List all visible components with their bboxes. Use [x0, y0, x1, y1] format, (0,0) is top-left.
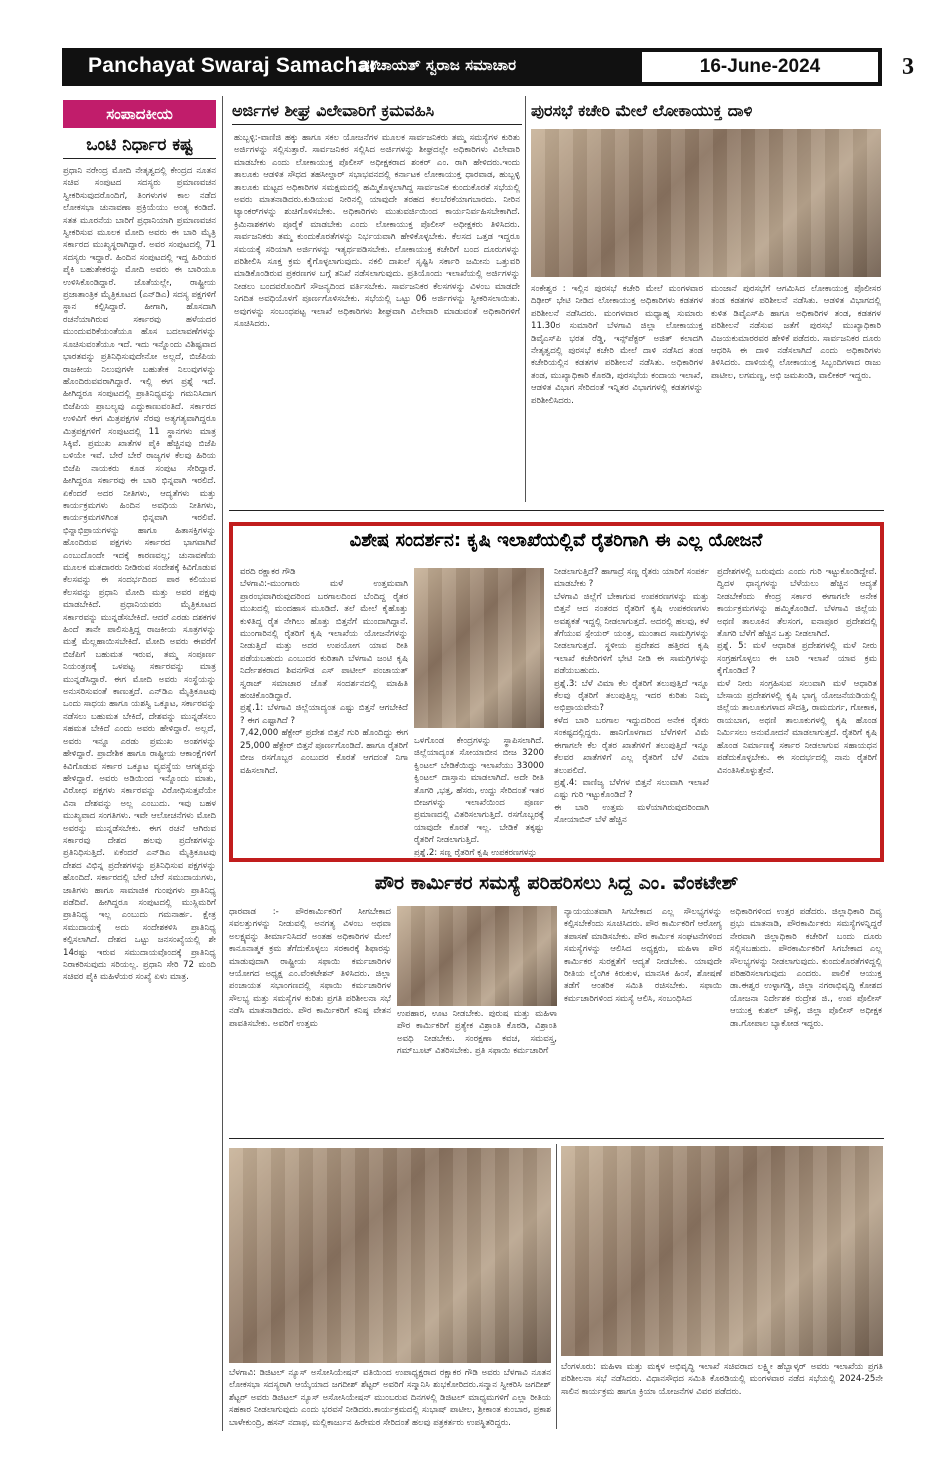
column-divider — [525, 96, 526, 502]
column-divider — [222, 96, 223, 1431]
review-meeting-caption: ಬೆಂಗಳೂರು: ಮಹಿಳಾ ಮತ್ತು ಮಕ್ಕಳ ಅಭಿವೃದ್ಧಿ ಇಲಾಖೆ ಸಚಿವರಾದ ಲಕ್ಷ್ಮೀ ಹೆಬ್ಬಾಳ್ಕರ್ ಅವರು ಇಲಾಖೆಯ ಪ್ರಗತಿ ಪರಿಶೀಲನಾ ಸಭೆ ನಡೆಸಿದರು. ವಿಧಾನಸೌಧದ ಸಮಿತಿ ಕೊಠಡಿಯಲ್ಲಿ ಮಂಗಳವಾರ ನಡೆದ ಸಭೆಯಲ್ಲಿ 2024-25ನೇ ಸಾಲಿನ ಕಾರ್ಯಕ್ರಮ ಹಾಗೂ ಕ್ರಿಯಾ ಯೋಜನೆಗಳ ವಿವರ ಪಡೆದರು. — [561, 1362, 883, 1397]
felicitation-photo — [229, 1148, 551, 1363]
masthead-english-title: Panchayat Swaraj Samachar — [88, 54, 378, 77]
review-meeting-photo — [561, 1146, 883, 1356]
workers-body-col2: ಉಪಹಾರ, ಊಟ ನೀಡಬೇಕು. ಪುರುಷ ಮತ್ತು ಮಹಿಳಾ ಪೌರ ಕಾರ್ಮಿಕರಿಗೆ ಪ್ರತ್ಯೇಕ ವಿಶ್ರಾಂತಿ ಕೊಠಡಿ, ವಿಶ್ರಾಂತಿ ಅವಧಿ ನೀಡಬೇಕು. ಸಂರಕ್ಷಣಾ ಕವಚ, ಸಮವಸ್ತ್ರ, ಗಮ್‌ಬೂಟ್ ವಿತರಿಸಬೇಕು. ಪ್ರತಿ ಸಫಾಯಿ ಕರ್ಮಚಾರಿಗೆ — [397, 1009, 557, 1057]
felicitation-caption: ಬೆಳಗಾವಿ: ಡಿಜಿಟಲ್ ನ್ಯೂಸ್ ಅಸೋಸಿಯೇಷನ್ ವತಿಯಿಂದ ಉಪಾಧ್ಯಕ್ಷರಾದ ರಕ್ಷಾಕರ ಗೌಡಿ ಅವರು ಬೆಳಗಾವಿ ನೂತನ ಲೋಕಸಭಾ ಸದಸ್ಯರಾಗಿ ಆಯ್ಕೆಯಾದ ಜಗದೀಶ್ ಶೆಟ್ಟರ್ ಅವರಿಗೆ ಸನ್ಮಾನಿಸಿ ಶುಭಕೋರಿದರು.ಸನ್ಮಾನ ಸ್ವೀಕರಿಸಿ ಜಗದೀಶ್ ಶೆಟ್ಟರ್ ಅವರು ಡಿಜಿಟಲ್ ನ್ಯೂಸ್ ಅಸೋಸಿಯೇಷನ್ ಮುಂಬರುವ ದಿನಗಳಲ್ಲಿ ಡಿಜಿಟಲ್ ಮಾಧ್ಯಮಗಳಿಗೆ ಎಲ್ಲಾ ರೀತಿಯ ಸಹಕಾರ ನೀಡಲಾಗುವುದು ಎಂದು ಭರವಸೆ ನೀಡಿದರು.ಕಾರ್ಯಕ್ರಮದಲ್ಲಿ ಸುಭಾಷ್ ಪಾಟೀಲ, ಶ್ರೀಕಾಂತ ಕುಂಬಾರ, ಪ್ರಕಾಶ ಬಾಳೇಕುಂದ್ರಿ, ಹಸನ್ ನದಾಫ, ಮಲ್ಲಿಕಾರ್ಜುನ ಹಿರೇಮಠ ಸೇರಿದಂತೆ ಹಲವು ಪತ್ರಕರ್ತರು ಉಪಸ್ಥಿತರಿದ್ದರು. — [229, 1368, 551, 1428]
lokayukta-body-col2: ಮಂಜಾನೆ ಪುರಸಭೆಗೆ ಆಗಮಿಸಿದ ಲೋಕಾಯುಕ್ತ ಪೊಲೀಸರ ತಂಡ ಕಡತಗಳ ಪರಿಶೀಲನೆ ನಡೆಸಿತು. ಆಡಳಿತ ವಿಭಾಗದಲ್ಲಿ ಕುಳಿತ ಡಿವೈಎಸ್‌ಪಿ ಹಾಗೂ ಅಧಿಕಾರಿಗಳ ತಂಡ, ಕಡತಗಳ ಪರಿಶೀಲನೆ ನಡೆಸುವ ಜತೆಗೆ ಪುರಸಭೆ ಮುಖ್ಯಾಧಿಕಾರಿ ವಿಜಯಕುಮಾರರವರ ಹೇಳಿಕೆ ಪಡೆದರು. ಸಾರ್ವಜನಿಕರ ದೂರು ಆಧರಿಸಿ ಈ ದಾಳಿ ನಡೆಸಲಾಗಿದೆ ಎಂದು ಅಧಿಕಾರಿಗಳು ತಿಳಿಸಿದರು. ದಾಳಿಯಲ್ಲಿ ಲೋಕಾಯುಕ್ತ ಸಿಬ್ಬಂದಿಗಳಾದ ರಾಜು ಪಾಟೀಲ, ಲಗಮಣ್ಣ, ಅಭಿ ಜಮಖಂಡಿ, ವಾಲೀಕರ್ ಇದ್ದರು. — [711, 284, 881, 381]
editorial-section-label: ಸಂಪಾದಕೀಯ — [63, 100, 216, 128]
interview-body-col3: ನೀಡಲಾಗುತ್ತಿದೆ? ಹಾಗಾದ್ರೆ ಸಣ್ಣ ರೈತರು ಯಾರಿಗೆ ಸಂಪರ್ಕ ಮಾಡಬೇಕು ? ಬೆಳಗಾವಿ ಜಿಲ್ಲೆಗೆ ಬೇಕಾಗುವ ಉಪಕರಣಗಳನ್ನು ಮತ್ತು ಬಿತ್ತನೆ ಆದ ನಂತರದ ರೈತರಿಗೆ ಕೃಷಿ ಉಪಕರಣಗಳು ಅವಶ್ಯಕತೆ ಇದ್ದಲ್ಲಿ ನೀಡಲಾಗುತ್ತದೆ. ಅದರಲ್ಲಿ ಹಲವು, ಕಳೆ ತೆಗೆಯುವ ಸ್ಪೇಯರ್ ಯಂತ್ರ, ಮುಂತಾದ ಸಾಮಗ್ರಿಗಳನ್ನು ನೀಡಲಾಗುತ್ತದೆ. ಸ್ಥಳೀಯ ಪ್ರದೇಶದ ಹತ್ತಿರದ ಕೃಷಿ ಇಲಾಖೆ ಕಚೇರಿಗಳಿಗೆ ಭೇಟಿ ನೀಡಿ ಈ ಸಾಮಗ್ರಿಗಳನ್ನು ಪಡೆಯಬಹುದು. ಪ್ರಶ್ನೆ.3: ಬೆಳೆ ವಿಮಾ ಕೆಲ ರೈತರಿಗೆ ತಲುಪುತ್ತಿದೆ ಇನ್ನೂ ಕೆಲವು ರೈತರಿಗೆ ತಲುಪುತ್ತಿಲ್ಲ ಇದರ ಕುರಿತು ನಿಮ್ಮ ಅಭಿಪ್ರಾಯವೇನು? ಕಳೆದ ಬಾರಿ ಬರಗಾಲ ಇದ್ದುದರಿಂದ ಅನೇಕ ರೈತರು ಸಂಕಷ್ಟದಲ್ಲಿದ್ದರು. ಹಾನಿಗೊಳಗಾದ ಬೆಳೆಗಳಿಗೆ ವಿಮೆ ಈಗಾಗಲೇ ಕೆಲ ರೈತರ ಖಾತೆಗಳಿಗೆ ತಲುಪುತ್ತಿದೆ ಇನ್ನೂ ಕೆಲವರ ಖಾತೆಗಳಿಗೆ ಎಲ್ಲ ರೈತರಿಗೆ ಬೆಳೆ ವಿಮಾ ತಲುಪಲಿದೆ. ಪ್ರಶ್ನೆ.4: ವಾಣಿಜ್ಯ ಬೆಳೆಗಳ ಬಿತ್ತನೆ ಸಲುವಾಗಿ ಇಲಾಖೆ ಎಷ್ಟು ಗುರಿ ಇಟ್ಟುಕೊಂಡಿದೆ ? ಈ ಬಾರಿ ಉತ್ತಮ ಮಳೆಯಾಗಿರುವುದರಿಂದಾಗಿ ಸೋಯಾಬಿನ್ ಬೆಳೆ ಹೆಚ್ಚಿನ — [554, 567, 709, 826]
workers-body-col4: ಅಧಿಕಾರಿಗಳಿಂದ ಉತ್ತರ ಪಡೆದರು. ಜಿಲ್ಲಾಧಿಕಾರಿ ದಿವ್ಯ ಪ್ರಭು ಮಾತನಾಡಿ, ಪೌರಕಾರ್ಮಿಕರು ಸಮಸ್ಯೆಗಳನ್ನಿದ್ದರೆ ನೇರವಾಗಿ ಜಿಲ್ಲಾಧಿಕಾರಿ ಕಚೇರಿಗೆ ಬಂದು ದೂರು ಸಲ್ಲಿಸಬಹುದು. ಪೌರಕಾರ್ಮಿಕರಿಗೆ ಸಿಗಬೇಕಾದ ಎಲ್ಲ ಸೌಲಭ್ಯಗಳನ್ನು ನೀಡಲಾಗುವುದು. ಕುಂದುಕೊರತೆಗಳಿದ್ದಲ್ಲಿ ಪರಿಹರಿಸಲಾಗುವುದು ಎಂದರು. ಪಾಲಿಕೆ ಆಯುಕ್ತ ಡಾ.ಈಶ್ವರ ಉಳ್ಳಾಗಡ್ಡಿ, ಜಿಲ್ಲಾ ನಗರಾಭಿವೃದ್ಧಿ ಕೋಶದ ಯೋಜನಾ ನಿರ್ದೇಶಕ ರುದ್ರೇಶ ಜಿ., ಉಪ ಪೊಲೀಸ್ ಆಯುಕ್ತ ಕುಶಲ್ ಚೌಕ್ಸೆ, ಜಿಲ್ಲಾ ಪೊಲೀಸ್ ಅಧೀಕ್ಷಕ ಡಾ.ಗೋಪಾಲ ಬ್ಯಾಕೋಡ ಇದ್ದರು. — [730, 907, 882, 1029]
interview-body-col2: ಒಳಗೊಂಡ ಕೇಂದ್ರಗಳನ್ನು ಸ್ಥಾಪಿಸಲಾಗಿದೆ. ಜಿಲ್ಲೆಯಾದ್ಯಂತ ಸೋಯಾಬೀನ ಬೀಜ 3200 ಕ್ವಿಂಟಲ್ ಬೇಡಿಕೆಯಿದ್ದು ಇಲಾಖೆಯು 33000 ಕ್ವಿಂಟಲ್ ದಾಸ್ತಾನು ಮಾಡಲಾಗಿದೆ. ಅದೇ ರೀತಿ ತೊಗರಿ ,ಭತ್ತ, ಹೆಸರು, ಉದ್ದು ಸೇರಿದಂತೆ ಇತರ ಬೀಜಗಳನ್ನು ಇಲಾಖೆಯಿಂದ ಪೂರ್ಣ ಪ್ರಮಾಣದಲ್ಲಿ ವಿತರಿಸಲಾಗುತ್ತಿದೆ. ರಸಗೊಬ್ಬರಕ್ಕೆ ಯಾವುದೇ ಕೊರತೆ ಇಲ್ಲ. ಬೇಡಿಕೆ ತಕ್ಕಷ್ಟು ರೈತರಿಗೆ ನೀಡಲಾಗುತ್ತಿದೆ. ಪ್ರಶ್ನೆ.2: ಸಣ್ಣ ರೈತರಿಗೆ ಕೃಷಿ ಉಪಕರಣಗಳನ್ನು — [414, 736, 544, 857]
applications-headline: ಅರ್ಜಿಗಳ ಶೀಘ್ರ ವಿಲೇವಾರಿಗೆ ಕ್ರಮವಹಿಸಿ — [232, 101, 435, 120]
column-divider — [556, 1144, 557, 1429]
interview-body-col4: ಪ್ರದೇಶಗಳಲ್ಲಿ ಬರುವುದು ಎಂದು ಗುರಿ ಇಟ್ಟುಕೊಂಡಿದ್ದೇವೆ. ದ್ವಿದಳ ಧಾನ್ಯಗಳನ್ನು ಬೆಳೆಯಲು ಹೆಚ್ಚಿನ ಆದ್ಯತೆ ನೀಡಬೇಕೆಂದು ಕೇಂದ್ರ ಸರ್ಕಾರ ಈಗಾಗಲೇ ಅನೇಕ ಕಾರ್ಯಕ್ರಮಗಳನ್ನು ಹಮ್ಮಿಕೊಂಡಿದೆ. ಬೆಳಗಾವಿ ಜಿಲ್ಲೆಯ ಅಥಣಿ ತಾಲೂಕಿನ ತೆಲಸಂಗ, ಐನಾಪೂರ ಪ್ರದೇಶದಲ್ಲಿ ತೊಗರಿ ಬೆಳೆಗೆ ಹೆಚ್ಚಿನ ಒತ್ತು ನೀಡಲಾಗಿದೆ. ಪ್ರಶ್ನೆ. 5: ಮಳೆ ಆಧಾರಿತ ಪ್ರದೇಶಗಳಲ್ಲಿ ಮಳೆ ನೀರು ಸಂಗ್ರಹಗೊಳ್ಳಲು ಈ ಬಾರಿ ಇಲಾಖೆ ಯಾವ ಕ್ರಮ ಕೈಗೊಂಡಿದೆ ? ಮಳೆ ನೀರು ಸಂಗ್ರಹಿಸುವ ಸಲುವಾಗಿ ಮಳೆ ಆಧಾರಿತ ಬೇಸಾಯ ಪ್ರದೇಶಗಳಲ್ಲಿ ಕೃಷಿ ಭಾಗ್ಯ ಯೋಜನೆಯಡಿಯಲ್ಲಿ ಜಿಲ್ಲೆಯ ತಾಲೂಕುಗಳಾದ ಸೌದತ್ತಿ, ರಾಮದುರ್ಗ, ಗೋಕಾಕ, ರಾಯಬಾಗ, ಅಥಣಿ ತಾಲೂಕುಗಳಲ್ಲಿ ಕೃಷಿ ಹೊಂಡ ನಿರ್ಮಿಸಲು ಅನುಮೋದನೆ ಮಾಡಲಾಗುತ್ತದೆ. ರೈತರಿಗೆ ಕೃಷಿ ಹೊಂಡ ನಿರ್ಮಾಣಕ್ಕೆ ಸರ್ಕಾರ ನೀಡಲಾಗುವ ಸಹಾಯಧನ ಪಡೆದುಕೊಳ್ಳಬೇಕು. ಈ ಸಂದರ್ಭದಲ್ಲಿ ನಾನು ರೈತರಿಗೆ ವಿನಂತಿಸಿಕೊಳ್ಳುತ್ತೇನೆ. — [717, 567, 877, 776]
workers-headline: ಪೌರ ಕಾರ್ಮಿಕರ ಸಮಸ್ಯೆ ಪರಿಹರಿಸಲು ಸಿದ್ದ ಎಂ. ವೆಂಕಟೇಶ್ — [374, 872, 739, 894]
section-rule — [229, 510, 884, 511]
meeting-hall-photo — [397, 906, 557, 1006]
workers-body-col1: ಧಾರವಾಡ :- ಪೌರಕಾರ್ಮಿಕರಿಗೆ ಸೀಗಬೇಕಾದ ಸವಲತ್ತುಗಳನ್ನು ನೀಡುವಲ್ಲಿ ಅನಗತ್ಯ ವಿಳಂಬ ಅಥವಾ ಅಲಕ್ಷ್ಯವನ್ನು ತೀರ್ಮಾನಿಸಿದರೆ ಅಂತಹ ಅಧಿಕಾರಿಗಳ ಮೇಲೆ ಕಾನೂನಾತ್ಮಕ ಕ್ರಮ ತೆಗೆದುಕೊಳ್ಳಲು ಸರಕಾರಕ್ಕೆ ಶಿಫಾರಸ್ಸು ಮಾಡುವುದಾಗಿ ರಾಷ್ಟ್ರೀಯ ಸಫಾಯಿ ಕರ್ಮಚಾರಿಗಳ ಆಯೋಗದ ಅಧ್ಯಕ್ಷ ಎಂ.ವೆಂಕಟೇಶನ್ ತಿಳಿಸಿದರು. ಜಿಲ್ಲಾ ಪಂಚಾಯತ ಸಭಾಂಗಣದಲ್ಲಿ ಸಫಾಯಿ ಕರ್ಮಚಾರಿಗಳ ಸೌಲಭ್ಯ ಮತ್ತು ಸಮಸ್ಯೆಗಳ ಕುರಿತು ಪ್ರಗತಿ ಪರಿಶೀಲನಾ ಸಭೆ ನಡೆಸಿ ಮಾತನಾಡಿದರು. ಪೌರ ಕಾರ್ಮಿಕರಿಗೆ ಕನಿಷ್ಠ ವೇತನ ಪಾವತಿಸಬೇಕು. ಅವರಿಗೆ ಉತ್ತಮ — [229, 907, 391, 1029]
editorial-headline: ಒಂಟಿ ನಿರ್ಧಾರ ಕಷ್ಟ — [86, 135, 193, 155]
headline-rule — [63, 158, 216, 159]
masthead-kannada-title: ಪಂಚಾಯತ್ ಸ್ವರಾಜ ಸಮಾಚಾರ — [360, 56, 517, 74]
lokayukta-body-col1: ಸಂಕೇಶ್ವರ : ಇಲ್ಲಿನ ಪುರಸಭೆ ಕಚೇರಿ ಮೇಲೆ ಮಂಗಳವಾರ ದಿಢೀರ್ ಭೇಟಿ ನೀಡಿದ ಲೋಕಾಯುಕ್ತ ಅಧಿಕಾರಿಗಳು ಕಡತಗಳ ಪರಿಶೀಲನೆ ನಡೆಸಿದರು. ಮಂಗಳವಾರ ಮಧ್ಯಾಹ್ನ ಸುಮಾರು 11.30ರ ಸುಮಾರಿಗೆ ಬೆಳಗಾವಿ ಜಿಲ್ಲಾ ಲೋಕಾಯುಕ್ತ ಡಿವೈಎಸ್‌ಪಿ ಭರತ ರೆಡ್ಡಿ, ಇನ್ಸ್‌ಪೆಕ್ಟರ್ ಅಜಿತ್ ಕಲಾದಗಿ ನೇತೃತ್ವದಲ್ಲಿ ಪುರಸಭೆ ಕಚೇರಿ ಮೇಲೆ ದಾಳಿ ನಡೆಸಿದ ತಂಡ ಕಚೇರಿಯಲ್ಲಿನ ಕಡತಗಳ ಪರಿಶೀಲನೆ ನಡೆಸಿತು. ಅಧಿಕಾರಿಗಳ ತಂಡ, ಮುಖ್ಯಾಧಿಕಾರಿ ಕೊಠಡಿ, ಪುರಸಭೆಯ ಕಂದಾಯ ಇಲಾಖೆ, ಆಡಳಿತ ವಿಭಾಗ ಸೇರಿದಂತೆ ಇನ್ನಿತರ ವಿಭಾಗಗಳಲ್ಲಿ ಕಡತಗಳನ್ನು ಪರಿಶೀಲಿಸಿದರು. — [531, 284, 703, 406]
page-number: 3 — [888, 52, 928, 82]
issue-date: 16-June-2024 — [642, 52, 878, 82]
applications-body: ಹುಬ್ಬಳ್ಳಿ:-ವಾಣಿಜಿ ಹಕ್ಕು ಹಾಗೂ ಸಕಲ ಯೋಜನೆಗಳ ಮೂಲಕ ಸಾರ್ವಜನಿಕರು ತಮ್ಮ ಸಮಸ್ಯೆಗಳ ಕುರಿತು ಅರ್ಜಿಗಳನ್ನು ಸಲ್ಲಿಸುತ್ತಾರೆ. ಸಾರ್ವಜನಿಕರ ಸಲ್ಲಿಸಿದ ಅರ್ಜಿಗಳನ್ನು ಶೀಘ್ರದಲ್ಲೇ ಅಧಿಕಾರಿಗಳು ವಿಲೇವಾರಿ ಮಾಡಬೇಕು ಎಂದು ಲೋಕಾಯುಕ್ತ ಪೊಲೀಸ್ ಅಧೀಕ್ಷಕರಾದ ಶಂಕರ್ ಎಂ. ರಾಗಿ ಹೇಳಿದರು.ಇಂದು ತಾಲೂಕು ಆಡಳಿತ ಸೌಧದ ತಹಸೀಲ್ದಾರ್ ಸಭಾಭವನದಲ್ಲಿ ಕರ್ನಾಟಕ ಲೋಕಾಯುಕ್ತ ಧಾರವಾಡ, ಹುಬ್ಬಳ್ಳಿ ತಾಲೂಕು ಮಟ್ಟದ ಅಧಿಕಾರಿಗಳ ಸಮಕ್ಷಮದಲ್ಲಿ ಹಮ್ಮಿಕೊಳ್ಳಲಾಗಿದ್ದ ಸಾರ್ವಜನಿಕ ಕುಂದುಕೊರತೆ ಸಭೆಯಲ್ಲಿ ಅವರು ಮಾತನಾಡಿದರು.ಕುಡಿಯುವ ನೀರಿನಲ್ಲಿ ಯಾವುದೇ ತರಹದ ಕಲಬೆರಕೆಯಾಗಬಾರದು. ನೀರಿನ ಟ್ಯಾಂಕರ್‌ಗಳನ್ನು ಶುಚಿಗೊಳಿಸಬೇಕು. ಅಧಿಕಾರಿಗಳು ಮುತುವರ್ಜಿಯಿಂದ ಕಾರ್ಯನಿರ್ವಹಿಸಬೇಕಾಗಿದೆ. ಕ್ರಿಮಿನಾಶಕಗಳು ಪೂರೈಕೆ ಮಾಡಬೇಕು ಎಂದು ಲೋಕಾಯುಕ್ತ ಪೊಲೀಸ್ ಅಧೀಕ್ಷಕರು ತಿಳಿಸಿದರು. ಸಾರ್ವಜನಿಕರು ತಮ್ಮ ಕುಂದುಕೊರತೆಗಳನ್ನು ನಿರ್ಭಯವಾಗಿ ಹೇಳಿಕೊಳ್ಳಬೇಕು. ಕೆಲಸದ ಒತ್ತಡ ಇದ್ದರೂ ಸಮಯಕ್ಕೆ ಸರಿಯಾಗಿ ಅರ್ಜಿಗಳನ್ನು ಇತ್ಯರ್ಥಪಡಿಸಬೇಕು. ಲೋಕಾಯುಕ್ತ ಕಚೇರಿಗೆ ಬಂದ ದೂರುಗಳನ್ನು ಪರಿಶೀಲಿಸಿ ಸೂಕ್ತ ಕ್ರಮ ಕೈಗೊಳ್ಳಲಾಗುವುದು. ನಕಲಿ ದಾಖಲೆ ಸೃಷ್ಟಿಸಿ ಸರ್ಕಾರಿ ಜಮೀನು ಒತ್ತುವರಿ ಮಾಡಿಕೊಂಡಿರುವ ಪ್ರಕರಣಗಳ ಬಗ್ಗೆ ತನಿಖೆ ನಡೆಸಲಾಗುವುದು. ಪ್ರತಿಯೊಂದು ಇಲಾಖೆಯಲ್ಲಿ ಅರ್ಜಿಗಳನ್ನು ನೀಡಲು ಬಂದವರೊಂದಿಗೆ ಸೌಜನ್ಯದಿಂದ ವರ್ತಿಸಬೇಕು. ಸಾರ್ವಜನಿಕರ ಕೆಲಸಗಳನ್ನು ವಿಳಂಬ ಮಾಡದೇ ನಿಗದಿತ ಅವಧಿಯೊಳಗೆ ಪೂರ್ಣಗೊಳಿಸಬೇಕು. ಸಭೆಯಲ್ಲಿ ಒಟ್ಟು 06 ಅರ್ಜಿಗಳನ್ನು ಸ್ವೀಕರಿಸಲಾಯಿತು. ಅವುಗಳನ್ನು ಸಂಬಂಧಪಟ್ಟ ಇಲಾಖೆ ಅಧಿಕಾರಿಗಳು ಶೀಘ್ರವಾಗಿ ವಿಲೇವಾರಿ ಮಾಡುವಂತೆ ಅಧಿಕಾರಿಗಳಿಗೆ ಸೂಚಿಸಿದರು. — [234, 133, 520, 330]
workers-body-col3: ನ್ಯಾಯಯುತವಾಗಿ ಸಿಗಬೇಕಾದ ಎಲ್ಲ ಸೌಲಭ್ಯಗಳನ್ನು ಕಲ್ಪಿಸಬೇಕೆಂದು ಸೂಚಿಸಿದರು. ಪೌರ ಕಾರ್ಮಿಕರಿಗೆ ಆರೋಗ್ಯ ತಪಾಸಣೆ ಮಾಡಿಸಬೇಕು. ಪೌರ ಕಾರ್ಮಿಕ ಸಂಘಟನೆಗಳಿಂದ ಸಮಸ್ಯೆಗಳನ್ನು ಆಲಿಸಿದ ಅಧ್ಯಕ್ಷರು, ಮಹಿಳಾ ಪೌರ ಕಾರ್ಮಿಕರ ಸುರಕ್ಷತೆಗೆ ಆದ್ಯತೆ ನೀಡಬೇಕು. ಯಾವುದೇ ರೀತಿಯ ಲೈಂಗಿಕ ಕಿರುಕುಳ, ಮಾನಸಿಕ ಹಿಂಸೆ, ಶೋಷಣೆ ತಡೆಗೆ ಆಂತರಿಕ ಸಮಿತಿ ರಚಿಸಬೇಕು. ಸಫಾಯಿ ಕರ್ಮಚಾರಿಗಳಿಂದ ಸಮಸ್ಯೆ ಆಲಿಸಿ, ಸಂಬಂಧಿಸಿದ — [564, 907, 722, 1004]
special-interview-headline: ವಿಶೇಷ ಸಂದರ್ಶನ: ಕೃಷಿ ಇಲಾಖೆಯಲ್ಲಿವೆ ರೈತರಿಗಾಗಿ ಈ ಎಲ್ಲ ಯೋಜನೆ — [349, 530, 763, 551]
headline-rule — [232, 124, 522, 125]
masthead — [62, 48, 914, 86]
lokayukta-office-photo — [531, 129, 881, 277]
interview-body-col1: ವರದಿ ರಕ್ಷಾಕರ ಗೌಡಿ ಬೆಳಗಾವಿ:-ಮುಂಗಾರು ಮಳೆ ಉತ್ತಮವಾಗಿ ಪ್ರಾರಂಭವಾಗಿರುವುದರಿಂದ ಬರಗಾಲದಿಂದ ಬೆಂದಿದ್ದ ರೈತರ ಮುಖದಲ್ಲಿ ಮಂದಹಾಸ ಮೂಡಿದೆ. ತಲೆ ಮೇಲೆ ಕೈಹೊತ್ತು ಕುಳಿತಿದ್ದ ರೈತ ನೇಗಿಲು ಹೊತ್ತು ಬಿತ್ತನೆಗೆ ಮುಂದಾಗಿದ್ದಾನೆ. ಮುಂಗಾರಿನಲ್ಲಿ ರೈತರಿಗೆ ಕೃಷಿ ಇಲಾಖೆಯ ಯೋಜನೆಗಳನ್ನು ನೀಡುತ್ತಿದೆ ಮತ್ತು ಅದರ ಉಪಯೋಗ ಯಾವ ರೀತಿ ಪಡೆಯಬಹುದು ಎಂಬುದರ ಕುರಿತಾಗಿ ಬೆಳಗಾವಿ ಜಂಟಿ ಕೃಷಿ ನಿರ್ದೇಶಕರಾದ ಶಿವನಗೌಡ ಎಸ್ ಪಾಟೀಲ್ ಪಂಚಾಯತ್ ಸ್ವರಾಜ್ ಸಮಾಚಾರ ಜೊತೆ ಸಂದರ್ಶನದಲ್ಲಿ ಮಾಹಿತಿ ಹಂಚಿಕೊಂಡಿದ್ದಾರೆ. ಪ್ರಶ್ನೆ.1: ಬೆಳಗಾವಿ ಜಿಲ್ಲೆಯಾದ್ಯಂತ ಎಷ್ಟು ಬಿತ್ತನೆ ಆಗಬೇಕಿದೆ ? ಈಗ ಎಷ್ಟಾಗಿದೆ ? 7,42,000 ಹೆಕ್ಟೇರ್ ಪ್ರದೇಶ ಬಿತ್ತನೆ ಗುರಿ ಹೊಂದಿದ್ದು ಈಗ 25,000 ಹೆಕ್ಟೇರ್ ಬಿತ್ತನೆ ಪೂರ್ಣಗೊಂಡಿದೆ. ಹಾಗೂ ರೈತರಿಗೆ ಬೀಜ ರಸಗೊಬ್ಬರ ಎಂಬುದರ ಕೊರತೆ ಆಗದಂತೆ ನಿಗಾ ವಹಿಸಲಾಗಿದೆ. — [240, 567, 408, 776]
editorial-body: ಪ್ರಧಾನಿ ನರೇಂದ್ರ ಮೋದಿ ನೇತೃತ್ವದಲ್ಲಿ ಕೇಂದ್ರದ ನೂತನ ಸಚಿವ ಸಂಪುಟದ ಸದಸ್ಯರು ಪ್ರಮಾಣವಚನ ಸ್ವೀಕರಿಸುವುದರೊಂದಿಗೆ, ತಿಂಗಳುಗಳ ಕಾಲ ನಡೆದ ಲೋಕಸಭಾ ಚುನಾವಣಾ ಪ್ರಕ್ರಿಯೆಯು ಅಂತ್ಯ ಕಂಡಿದೆ. ಸತತ ಮೂರನೆಯ ಬಾರಿಗೆ ಪ್ರಧಾನಿಯಾಗಿ ಪ್ರಮಾಣವಚನ ಸ್ವೀಕರಿಸುವ ಮೂಲಕ ಮೋದಿ ಅವರು ಈ ಬಾರಿ ಮೈತ್ರಿ ಸರ್ಕಾರದ ಮುಖ್ಯಸ್ಥರಾಗಿದ್ದಾರೆ. ಅವರ ಸಂಪುಟದಲ್ಲಿ 71 ಸದಸ್ಯರು ಇದ್ದಾರೆ. ಹಿಂದಿನ ಸಂಪುಟದಲ್ಲಿ ಇದ್ದ ಹಿರಿಯರ ಪೈಕಿ ಬಹುತೇಕರನ್ನು ಮೋದಿ ಅವರು ಈ ಬಾರಿಯೂ ಉಳಿಸಿಕೊಂಡಿದ್ದಾರೆ. ಜೊತೆಯಲ್ಲೇ, ರಾಷ್ಟ್ರೀಯ ಪ್ರಜಾತಾಂತ್ರಿಕ ಮೈತ್ರಿಕೂಟದ (ಎನ್‌ಡಿಎ) ಸದಸ್ಯ ಪಕ್ಷಗಳಿಗೆ ಸ್ಥಾನ ಕಲ್ಪಿಸಿದ್ದಾರೆ. ಹೀಗಾಗಿ, ಹೊಸದಾಗಿ ರಚನೆಯಾಗಿರುವ ಸರ್ಕಾರವು ಹಳೆಯದರ ಮುಂದುವರಿಕೆಯಂತೆಯೂ ಹೊಸ ಬದಲಾವಣೆಗಳನ್ನು ಸೂಚಿಸುವಂತೆಯೂ ಇದೆ. ಇದು ಇನ್ನೊಂದು ವಿಶಿಷ್ಟವಾದ ಭಾರತವನ್ನು ಪ್ರತಿನಿಧಿಸುವುದೇನೋ ಅಲ್ಲದೆ, ಬಿಜೆಪಿಯ ರಾಜಕೀಯ ನಿಲುವುಗಳೇ ಬಹುತೇಕ ನಿಲುವುಗಳನ್ನು ಹೊಂದಿರುವವರಾಗಿದ್ದಾರೆ. ಇಲ್ಲಿ ಈಗ ಪ್ರಶ್ನೆ ಇದೆ. ಹೀಗಿದ್ದರೂ ಸಂಪುಟದಲ್ಲಿ ಪ್ರಾತಿನಿಧ್ಯವನ್ನು ಗಮನಿಸಿದಾಗ ಬಿಜೆಪಿಯ ಪ್ರಾಬಲ್ಯವು ಎದ್ದುಕಾಣುವಂತಿದೆ. ಸರ್ಕಾರದ ಉಳಿವಿಗೆ ಈಗ ಮಿತ್ರಪಕ್ಷಗಳ ನೆರವು ಅತ್ಯಗತ್ಯವಾಗಿದ್ದರೂ ಮಿತ್ರಪಕ್ಷಗಳಿಗೆ ಸಂಪುಟದಲ್ಲಿ 11 ಸ್ಥಾನಗಳು ಮಾತ್ರ ಸಿಕ್ಕಿವೆ. ಪ್ರಮುಖ ಖಾತೆಗಳ ಪೈಕಿ ಹೆಚ್ಚಿನವು ಬಿಜೆಪಿ ಬಳಿಯೇ ಇವೆ. ಬೇರೆ ಬೇರೆ ರಾಜ್ಯಗಳ ಕೆಲವು ಹಿರಿಯ ಬಿಜೆಪಿ ನಾಯಕರು ಕೂಡ ಸಂಪುಟ ಸೇರಿದ್ದಾರೆ. ಹೀಗಿದ್ದರೂ ಸರ್ಕಾರವು ಈ ಬಾರಿ ಭಿನ್ನವಾಗಿ ಇರಲಿದೆ. ಏಕೆಂದರೆ ಅದರ ನೀತಿಗಳು, ಆದ್ಯತೆಗಳು ಮತ್ತು ಕಾರ್ಯಕ್ರಮಗಳು ಹಿಂದಿನ ಅವಧಿಯ ನೀತಿಗಳು, ಕಾರ್ಯಕ್ರಮಗಳಿಗಿಂತ ಭಿನ್ನವಾಗಿ ಇರಲಿವೆ. ಭಿನ್ನಾಭಿಪ್ರಾಯಗಳನ್ನು ಹಾಗೂ ಹಿತಾಸಕ್ತಿಗಳನ್ನು ಹೊಂದಿರುವ ಪಕ್ಷಗಳು ಸರ್ಕಾರದ ಭಾಗವಾಗಿವೆ ಎಂಬುದೊಂದೇ ಇದಕ್ಕೆ ಕಾರಣವಲ್ಲ; ಚುನಾವಣೆಯ ಮೂಲಕ ಮತದಾರರು ನೀಡಿರುವ ಸಂದೇಶಕ್ಕೆ ಕಿವಿಗೊಡುವ ಕೆಲಸವನ್ನು ಈ ಸಂದರ್ಭದಿಂದ ಪಾಠ ಕಲಿಯುವ ಕೆಲಸವನ್ನು ಪ್ರಧಾನಿ ಮೋದಿ ಮತ್ತು ಅವರ ಪಕ್ಷವು ಮಾಡಬೇಕಿದೆ. ಪ್ರಧಾನಿಯವರು ಮೈತ್ರಿಕೂಟದ ಸರ್ಕಾರವನ್ನು ಮುನ್ನಡೆಸಬೇಕಿದೆ. ಆದರೆ ಎರಡು ದಶಕಗಳ ಹಿಂದೆ ತಾನೇ ಪಾಲಿಸುತ್ತಿದ್ದ ರಾಜಕೀಯ ಸೂತ್ರಗಳನ್ನು ಮತ್ತೆ ಮೆಲ್ಲಹಾಯಿಸಬೇಕಿದೆ. ಮೋದಿ ಅವರು ಈವರೆಗೆ ಬಿಜೆಪಿಗೆ ಬಹುಮತ ಇರುವ, ತಮ್ಮ ಸಂಪೂರ್ಣ ನಿಯಂತ್ರಣಕ್ಕೆ ಒಳಪಟ್ಟ ಸರ್ಕಾರವನ್ನು ಮಾತ್ರ ಮುನ್ನಡೆಸಿದ್ದಾರೆ. ಈಗ ಮೋದಿ ಅವರು ಸಂಸ್ಥೆಯನ್ನು ಅನುಸರಿಸುವಂತೆ ಕಾಣುತ್ತದೆ. ಎನ್‌ಡಿಎ ಮೈತ್ರಿಕೂಟವು ಒಂದು ಸಾಧಯ ಹಾಗೂ ಯಶಸ್ವಿ ಒಕ್ಕೂಟ, ಸರ್ಕಾರವನ್ನು ನಡೆಸಲು ಬಹುಮತ ಬೇಕಿದೆ, ದೇಶವನ್ನು ಮುನ್ನಡೆಸಲು ಸಹಮತ ಬೇಕಿದೆ ಎಂದು ಅವರು ಹೇಳಿದ್ದಾರೆ. ಅಲ್ಲದೆ, ಅವರು ಇನ್ನೂ ಎರಡು ಪ್ರಮುಖ ಅಂಶಗಳನ್ನು ಹೇಳಿದ್ದಾರೆ. ಪ್ರಾದೇಶಿಕ ಹಾಗೂ ರಾಷ್ಟ್ರೀಯ ಆಕಾಂಕ್ಷೆಗಳಿಗೆ ಕಿವಿಗೊಡುವ ಸರ್ಕಾರ ಒಕ್ಕೂಟ ವ್ಯವಸ್ಥೆಯ ಆಗತ್ಯವನ್ನು ಹೇಳಿದ್ದಾರೆ. ಅವರು ಅಡಿಯಿಂದ ಇನ್ನೊಂದು ಮಾತು, ವಿರೋಧ ಪಕ್ಷಗಳು ಸರ್ಕಾರವನ್ನು ವಿರೋಧಿಸುತ್ತವೆಯೇ ವಿನಾ ದೇಶವನ್ನು ಅಲ್ಲ ಎಂಬುದು. ಇವು ಬಹಳ ಮುಖ್ಯವಾದ ಸಂಗತಿಗಳು. ಇವೇ ಆಲೋಚನೆಗಳು ಮೋದಿ ಅವರನ್ನು ಮುನ್ನಡೆಸಬೇಕು. ಈಗ ರಚನೆ ಆಗಿರುವ ಸರ್ಕಾರವು ದೇಶದ ಹಲವು ಪ್ರದೇಶಗಳನ್ನು ಪ್ರತಿನಿಧಿಸುತ್ತಿದೆ. ಏಕೆಂದರೆ ಎನ್‌ಡಿಎ ಮೈತ್ರಿಕೂಟವು ದೇಶದ ವಿಭಿನ್ನ ಪ್ರದೇಶಗಳನ್ನು ಪ್ರತಿನಿಧಿಸುವ ಪಕ್ಷಗಳನ್ನು ಹೊಂದಿದೆ. ಸರ್ಕಾರದಲ್ಲಿ ಬೇರೆ ಬೇರೆ ಸಮುದಾಯಗಳು, ಜಾತಿಗಳು ಹಾಗೂ ಸಾಮಾಜಿಕ ಗುಂಪುಗಳು ಪ್ರಾತಿನಿಧ್ಯ ಪಡೆದಿವೆ. ಹೀಗಿದ್ದರೂ ಸಂಪುಟದಲ್ಲಿ ಮುಸ್ಲಿಮರಿಗೆ ಪ್ರಾತಿನಿಧ್ಯ ಇಲ್ಲ ಎಂಬುದು ಗಮನಾರ್ಹ. ಕ್ಷೇತ್ರ ಸಮುದಾಯಕ್ಕೆ ಅದು ಸಂದೇಶಕಳಿಸಿ ಪ್ರಾತಿನಿಧ್ಯ ಕಲ್ಪಿಸಲಾಗಿದೆ. ದೇಶದ ಒಟ್ಟು ಜನಸಂಖ್ಯೆಯಲ್ಲಿ ಶೇ 14ರಷ್ಟು ಇರುವ ಸಮುದಾಯವೊಂದಕ್ಕೆ ಪ್ರಾತಿನಿಧ್ಯ ನಿರಾಕರಿಸುವುದು ಸರಿಯಲ್ಲ. ಪ್ರಧಾನಿ ಸೇರಿ 72 ಮಂದಿ ಸಚಿವರ ಪೈಕಿ ಮಹಿಳೆಯರ ಸಂಖ್ಯೆ ಏಳು ಮಾತ್ರ. — [63, 166, 216, 983]
section-rule — [229, 1138, 884, 1139]
lokayukta-headline: ಪುರಸಭೆ ಕಚೇರಿ ಮೇಲೆ ಲೋಕಾಯುಕ್ತ ದಾಳಿ — [531, 101, 753, 120]
officer-portrait-photo — [414, 568, 544, 728]
